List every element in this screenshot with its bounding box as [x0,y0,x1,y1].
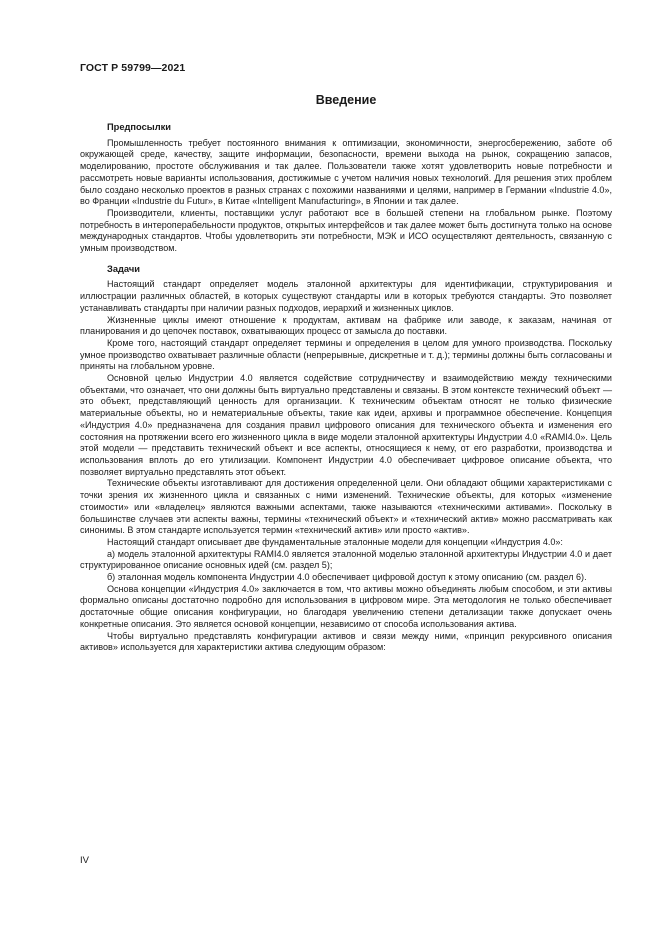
paragraph: Технические объекты изготавливают для достижения определенной цели. Они обладают общими характеристиками с точки зрения их жизненного цикла и связанных с ними изменений. Технические объекты, для которых «изменение стоимости» или «владелец» являются важными аспектами, также называются «техническими активами». Поскольку в большинстве случаев эти аспекты важны, термины «технический объект» и «технический актив» можно рассматривать как синонимы. В этом стандарте используется термин «технический актив» или просто «актив». [80,478,612,536]
paragraph: Настоящий стандарт описывает две фундаментальные эталонные модели для концепции «Индустрия 4.0»: [107,536,563,547]
paragraph: Жизненные циклы имеют отношение к продуктам, активам на фабрике или заводе, к заказам, начиная от планирования и до цепочек поставок, охватывающих процесс от замысла до поставки. [80,314,612,337]
document-code: ГОСТ Р 59799—2021 [80,62,186,74]
paragraph: Основной целью Индустрии 4.0 является содействие сотрудничеству и взаимодействию между техническими объектами, что означает, что они должны быть виртуально представлены и связаны. В этом контексте технический объект — это объект, представляющий ценность для организации. К техническим объектам относят не только физические материальные объекты, но и нематериальные объекты, такие как идеи, архивы и программное обеспечение. Концепция «Индустрия 4.0» предназначена для создания правил цифрового описания для технического объекта и изменения его состояния на протяжении всего его жизненного цикла в виде модели эталонной архитектуры Индустрии 4.0 «RAMI4.0». Цель этой модели — представить технический объект и все аспекты, относящиеся к нему, от его разработки, производства и использования вплоть до его утилизации. Компонент Индустрии 4.0 обеспечивает цифровое описание объекта, что позволяет виртуально представлять этот объект. [80,373,612,477]
list-item-a: а) модель эталонной архитектуры RAMI4.0 является эталонной моделью эталонной архитектуры Индустрии 4.0 и дает структурированное описание основных идей (см. раздел 5); [80,548,612,571]
paragraph: Чтобы виртуально представлять конфигурации активов и связи между ними, «принцип рекурсивного описания активов» используется для характеристики актива следующим образом: [80,630,612,653]
paragraph: Основа концепции «Индустрия 4.0» заключается в том, что активы можно объединять любым способом, и эти активы формально описаны достаточно подробно для использования в цифровом мире. Эта методология не только обеспечивает достаточные общие описания конфигурации, но благодаря увеличению степени детализации также допускает очень конкретные описания. Это является основой концепции, независимо от способа использования актива. [80,583,612,629]
list-item-b: б) эталонная модель компонента Индустрии 4.0 обеспечивает цифровой доступ к этому описанию (см. раздел 6). [107,572,587,583]
page-number: IV [80,855,89,866]
section-heading-prerequisites: Предпосылки [107,122,171,132]
paragraph: Кроме того, настоящий стандарт определяет термины и определения в целом для умного производства. Поскольку умное производство охватывает различные области (непрерывные, дискретные и т. д.); термины должны быть согласованы и приняты на глобальном уровне. [80,337,612,372]
page-content [80,93,612,654]
paragraph: Промышленность требует постоянного внимания к оптимизации, экономичности, энергосбережению, заботе об окружающей среде, качеству, защите информации, безопасности, времени выхода на рынок, сокращению запасов, моделированию, простоте обслуживания и так далее. Пользователи также хотят удовлетворить новые потребности и рассмотреть новые варианты использования, достижимые с учетом наличия новых технологий. Для решения этих проблем было создано несколько проектов в разных странах с похожими названиями и целями, например в Германии «Industrie 4.0», во Франции «Industrie du Futur», в Китае «Intelligent Manufacturing», в Японии и так далее. [80,137,612,207]
paragraph: Производители, клиенты, поставщики услуг работают все в большей степени на глобальном рынке. Поэтому потребность в интероперабельности продуктов, открытых интерфейсов и так далее может быть достигнута только на основе международных стандартов. Чтобы удовлетворить эти потребности, МЭК и ИСО осуществляют деятельность, связанную с умным производством. [80,207,612,254]
page-title: Введение [315,93,377,107]
section-heading-tasks: Задачи [107,263,140,274]
paragraph: Настоящий стандарт определяет модель эталонной архитектуры для идентификации, структурирования и иллюстрации различных областей, в которых существуют стандарты или в которых требуются стандарты. Это позволяет устанавливать стандарты при наличии разных подходов, иерархий и жизненных циклов. [80,279,612,313]
